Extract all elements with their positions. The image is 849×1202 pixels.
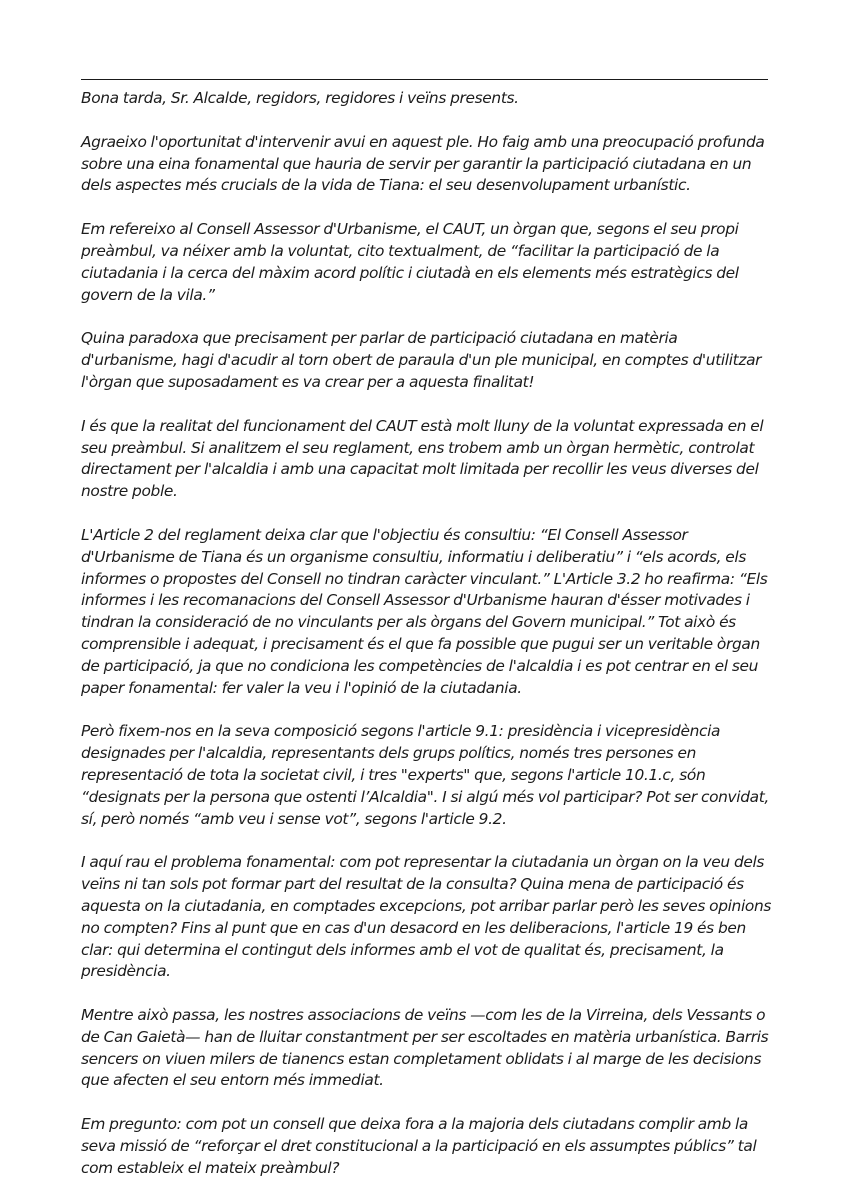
paragraph-closing: Em pregunto: com pot un consell que deixa fora a la majoria dels ciutadans complir amb la seva missió de “reforçar el dret constitucional a la participació en els assumptes públics” tal com estableix el mateix preàmbul? [81, 1115, 757, 1177]
paragraph-greeting: Bona tarda, Sr. Alcalde, regidors, regidores i veïns presents. [81, 89, 519, 107]
paragraph: Agraeixo l'oportunitat d'intervenir avui en aquest ple. Ho faig amb una preocupació profunda sobre una eina fonamental que hauria de servir per garantir la participació ciutadana en un dels aspectes més crucials de la vida de Tiana: el seu desenvolupament urbanístic. [81, 132, 765, 195]
paragraph: L'Article 2 del reglament deixa clar que l'objectiu és consultiu: “El Consell Assessor d'Urbanisme de Tiana és un organisme consultiu, informatiu i deliberatiu” i “els acords, els informes o propostes del Consell no tindran caràcter vinculant.” L'Article 3.2 ho reafirma: “Els informes i les recomanacions del Consell Assessor d'Urbanisme hauran d'ésser motivades i tindran la consideració de no vinculants per als òrgans del Govern municipal.” Tot això és comprensible i adequat, i precisament és el que fa possible que pugui ser un veritable òrgan de participació, ja que no condiciona les competències de l'alcaldia i es pot centrar en el seu paper fonamental: fer valer la veu i l'opinió de la ciutadania. [81, 525, 768, 697]
paragraph: I és que la realitat del funcionament del CAUT està molt lluny de la voluntat expressada en el seu preàmbul. Si analitzem el seu reglament, ens trobem amb un òrgan hermètic, controlat directament per l'alcaldia i amb una capacitat molt limitada per recollir les veus diverses del nostre poble. [81, 416, 764, 501]
paragraph: Quina paradoxa que precisament per parlar de participació ciutadana en matèria d'urbanisme, hagi d'acudir al torn obert de paraula d'un ple municipal, en comptes d'utilitzar l'òrgan que suposadament es va crear per a aquesta finalitat! [81, 329, 762, 391]
header-rule [81, 79, 768, 80]
paragraph: Mentre això passa, les nostres associacions de veïns —com les de la Virreina, dels Vessants o de Can Gaietà— han de lluitar constantment per ser escoltades en matèria urbanística. Barris sencers on viuen milers de tianencs estan completament oblidats i al marge de les decisions que afecten el seu entorn més immediat. [81, 1006, 769, 1090]
paragraph: I aquí rau el problema fonamental: com pot representar la ciutadania un òrgan on la veu dels veïns ni tan sols pot formar part del resultat de la consulta? Quina mena de participació és aquesta on la ciutadania, en comptades excepcions, pot arribar parlar però les seves opinions no compten? Fins al punt que en cas d'un desacord en les deliberacions, l'article 19 és ben clar: qui determina el contingut dels informes amb el vot de qualitat és, precisament, la presidència. [81, 853, 772, 981]
document-body [81, 88, 771, 1202]
paragraph: Però fixem-nos en la seva composició segons l'article 9.1: presidència i vicepresidència designades per l'alcaldia, representants dels grups polítics, només tres persones en representació de tota la societat civil, i tres "experts" que, segons l'article 10.1.c, són “designats per la persona que ostenti l’Alcaldia". I si algú més vol participar? Pot ser convidat, sí, però només “amb veu i sense vot”, segons l'article 9.2. [81, 722, 769, 828]
paragraph: Em refereixo al Consell Assessor d'Urbanisme, el CAUT, un òrgan que, segons el seu propi preàmbul, va néixer amb la voluntat, cito textualment, de “facilitar la participació de la ciutadania i la cerca del màxim acord polític i ciutadà en els elements més estratègics del govern de la vila.” [81, 220, 739, 304]
